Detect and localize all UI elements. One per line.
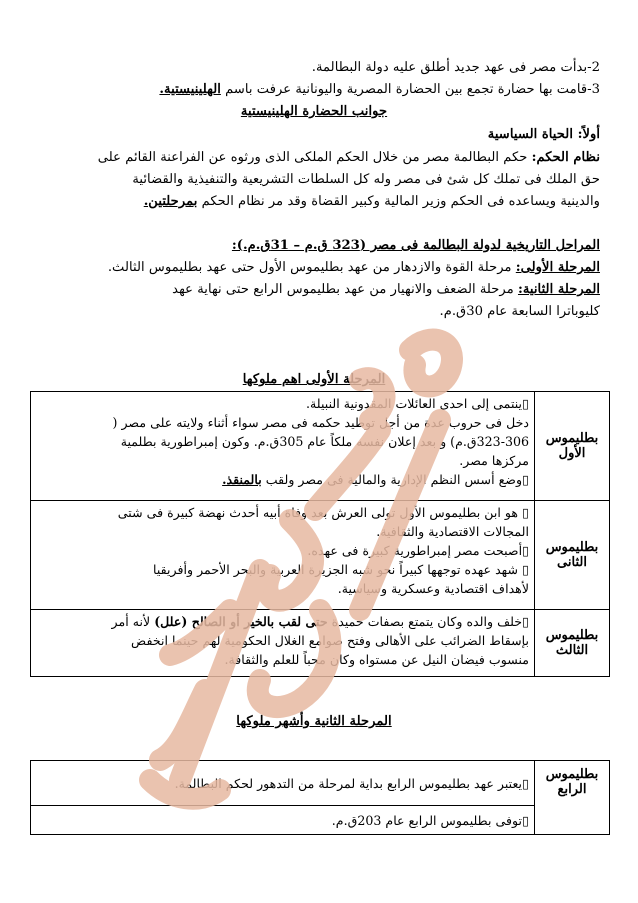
king-details-cell: [31, 501, 535, 610]
king-name-cell: [535, 501, 610, 610]
king-name: بطليموس: [545, 540, 599, 555]
gov-line-3: والدينية ويساعده فى الحكم وزير المالية وكبير القضاة وقد مر نظام الحكم بمرحلتين.: [143, 194, 600, 209]
second-stage-kings-table: [30, 760, 610, 835]
table-row: [31, 806, 610, 835]
first-stage-line: المرحلة الأولى: مرحلة القوة والازدهار من عهد بطليموس الأول حتى عهد بطليموس الثالث.: [107, 260, 600, 275]
king-name: بطليموس: [545, 431, 599, 446]
list-item: ▯ينتمى إلى احدى العائلات المقدونية النبيلة.: [306, 396, 529, 411]
list-item: دخل فى حروب عدة من أجل توطيد حكمه فى مصر سواء أثناء ولايته على مصر (: [112, 415, 529, 430]
second-stage-line: المرحلة الثانية: مرحلة الضعف والانهيار من عهد بطليموس الرابع حتى نهاية عهد: [172, 282, 600, 297]
table1-title: المرحلة الأولى اهم ملوكها: [242, 372, 386, 387]
list-item: ▯ شهد عهده توجهها كبيراً نحو شبه الجزيرة العربية والبحر الأحمر وأفريقيا: [153, 562, 529, 577]
king-name-number: الرابع: [557, 782, 587, 797]
list-item: المجالات الاقتصادية والثقافية.: [376, 524, 529, 539]
list-item: ▯وضع أسس النظم الإدارية والمالية فى مصر ولقب بالمنقذ.: [222, 472, 529, 487]
king-name-number: الأول: [558, 446, 586, 461]
king-details-cell: [31, 610, 535, 677]
table2-title: المرحلة الثانية وأشهر ملوكها: [236, 714, 392, 729]
second-stage-line-2: كليوباترا السابعة عام 30ق.م.: [439, 304, 600, 319]
table-row: [31, 392, 610, 501]
king-name-cell: [535, 610, 610, 677]
political-heading: أولاً: الحياة السياسية: [487, 127, 600, 142]
table-row: [31, 610, 610, 677]
king-name-cell: [535, 392, 610, 501]
list-item: ▯ هو ابن بطليموس الأول تولى العرش بعد وفاة أبيه أحدث نهضة كبيرة فى شتى: [117, 505, 529, 520]
table-row: [31, 761, 610, 806]
king-details-cell: [31, 806, 535, 835]
king-details-cell: [31, 392, 535, 501]
king-name-number: الثانى: [557, 555, 587, 570]
list-item: ▯يعتبر عهد بطليموس الرابع بداية لمرحلة من التدهور لحكم البطالمة.: [174, 775, 529, 791]
gov-line-2: حق الملك فى تملك كل شئ فى مصر وله كل السلطات التشريعية والتنفيذية والقضائية: [132, 172, 600, 187]
list-item: مركزها مصر.: [459, 453, 529, 468]
king-name: بطليموس: [545, 628, 599, 643]
king-name-number: الثالث: [555, 643, 589, 658]
list-item: ▯توفى بطليموس الرابع عام 203ق.م.: [331, 812, 529, 828]
king-name: بطليموس: [545, 767, 599, 782]
list-item: ▯أصبحت مصر إمبراطورية كبيرة فى عهده.: [307, 543, 529, 558]
gov-line-1: نظام الحكم: حكم البطالمة مصر من خلال الحكم الملكى الذى ورثوه عن الفراعنة القائم على: [97, 150, 600, 165]
intro-line-2: 3-قامت بها حضارة تجمع بين الحضارة المصرية واليونانية عرفت باسم الهلينيستية.: [159, 82, 600, 97]
king-name-cell: [535, 761, 610, 835]
stages-heading: المراحل التاريخية لدولة البطالمة فى مصر (323 ق.م – 31ق.م.):: [231, 238, 600, 253]
list-item: ▯خلف والده وكان يتمتع بصفات حميدة حتى لقب بالخير أو الصالح (علل) لأنه أمر: [111, 614, 529, 629]
list-item: منسوب فيضان النيل عن مستواه وكان محباً للعلم والثقافة.: [224, 652, 529, 667]
list-item: بإسقاط الضرائب على الأهالى وفتح صوامع الغلال الحكومية لهم حينما انخفض: [131, 633, 529, 648]
table-row: [31, 501, 610, 610]
list-item: لأهداف اقتصادية وعسكرية وسياسية.: [337, 581, 529, 596]
first-stage-kings-table: [30, 391, 610, 677]
list-item: 323-306ق.م) و بعد إعلان نفسه ملكاً عام 305ق.م. وكون إمبراطورية بطلمية: [120, 434, 529, 449]
aspects-title: جوانب الحضارة الهلينيستية: [240, 104, 388, 119]
king-details-cell: [31, 761, 535, 806]
intro-line-1: 2-بدأت مصر فى عهد جديد أطلق عليه دولة البطالمة.: [311, 60, 600, 75]
